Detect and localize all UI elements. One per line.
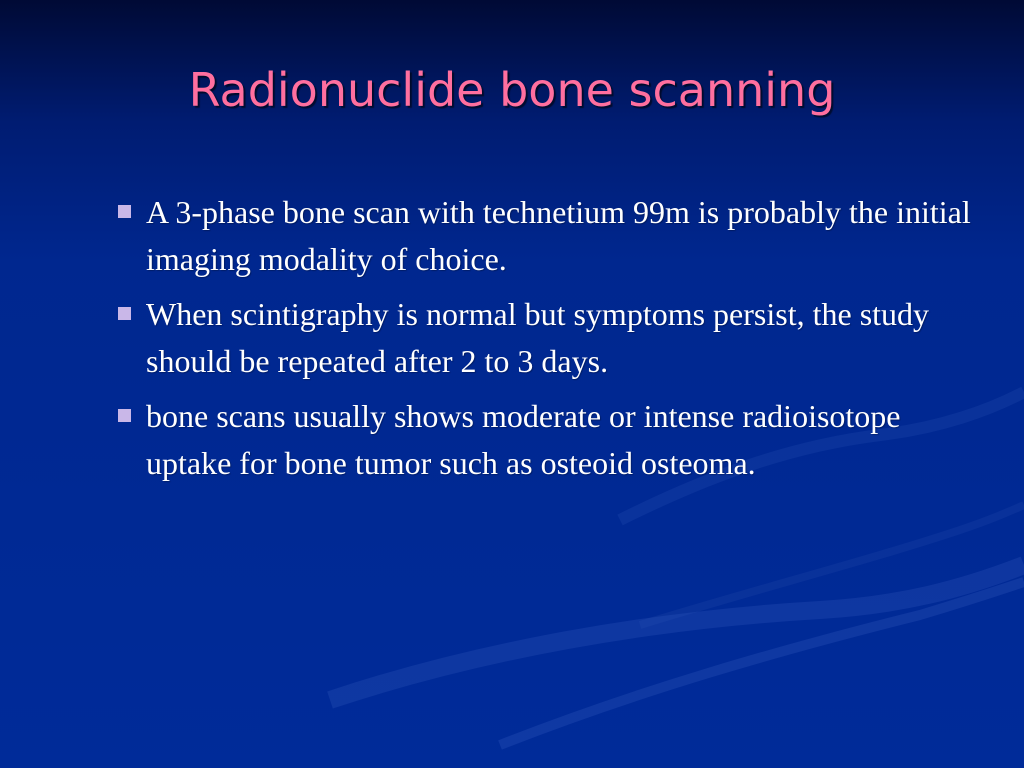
bullet-list: [118, 189, 978, 495]
bullet-text-3: bone scans usually shows moderate or intense radioisotope uptake for bone tumor such as osteoid osteoma.: [146, 398, 901, 481]
bullet-square-icon: [118, 205, 131, 218]
bullet-square-icon: [118, 409, 131, 422]
bullet-item-2: [118, 291, 978, 385]
bullet-item-1: [118, 189, 978, 283]
bullet-square-icon: [118, 307, 131, 320]
bullet-text-2: When scintigraphy is normal but symptoms persist, the study should be repeated after 2 to 3 days.: [146, 296, 930, 379]
slide-title: Radionuclide bone scanning: [188, 63, 836, 117]
bullet-item-3: [118, 393, 978, 487]
bullet-text-1: A 3-phase bone scan with technetium 99m is probably the initial imaging modality of choice.: [146, 194, 971, 277]
